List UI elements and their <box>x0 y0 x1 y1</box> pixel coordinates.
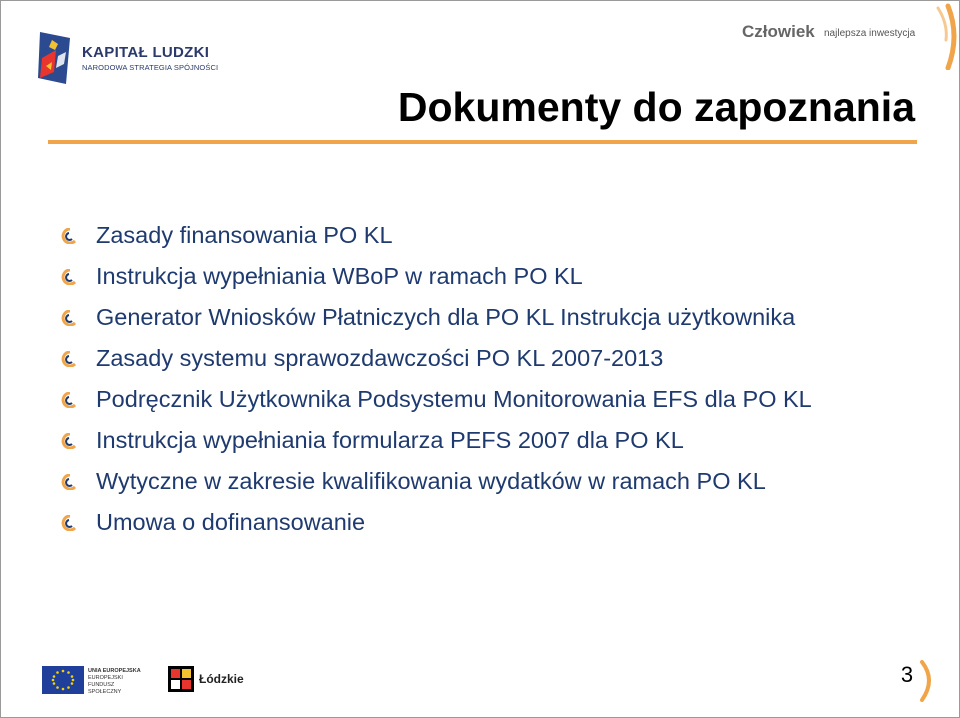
czlowiek-tagline: najlepsza inwestycja <box>824 28 916 39</box>
list-item <box>60 382 836 416</box>
czlowiek-logo <box>740 0 960 70</box>
list-item-text: Generator Wniosków Płatniczych dla PO KL Instrukcja użytkownika <box>96 304 796 330</box>
crescent-bullet-icon <box>60 228 76 244</box>
crescent-bullet-icon <box>60 351 76 367</box>
list-item <box>60 505 920 539</box>
eu-line-3: FUNDUSZ SPOŁECZNY <box>88 682 122 695</box>
czlowiek-word: Człowiek <box>742 22 815 41</box>
list-item <box>60 218 920 252</box>
lodzkie-mark-icon <box>168 666 194 692</box>
eu-logo <box>42 664 147 696</box>
eu-flag-icon <box>42 666 84 694</box>
crescent-bullet-icon <box>60 269 76 285</box>
page-number: 3 <box>900 662 914 687</box>
lodzkie-word: Łódzkie <box>199 672 244 686</box>
list-item-text: Zasady systemu sprawozdawczości PO KL 2007-2013 <box>96 345 664 371</box>
crescent-bullet-icon <box>60 515 76 531</box>
title-divider <box>48 140 917 144</box>
lodzkie-logo <box>168 666 248 694</box>
eu-line-1: UNIA EUROPEJSKA <box>88 668 141 674</box>
list-item <box>60 464 920 498</box>
list-item <box>60 300 920 334</box>
list-item <box>60 341 920 375</box>
crescent-bullet-icon <box>60 310 76 326</box>
document-list <box>60 218 920 546</box>
list-item-text: Instrukcja wypełniania WBoP w ramach PO KL <box>96 263 583 289</box>
list-item-text: Instrukcja wypełniania formularza PEFS 2007 dla PO KL <box>96 427 684 453</box>
list-item-text: Wytyczne w zakresie kwalifikowania wydatków w ramach PO KL <box>96 468 766 494</box>
list-item-text: Umowa o dofinansowanie <box>96 509 366 535</box>
list-item <box>60 423 920 457</box>
crescent-bullet-icon <box>60 433 76 449</box>
page-title: Dokumenty do zapoznania <box>397 84 915 130</box>
eu-line-2: EUROPEJSKI <box>88 675 123 681</box>
list-item-text: Zasady finansowania PO KL <box>96 222 393 248</box>
list-item-text: Podręcznik Użytkownika Podsystemu Monitorowania EFS dla PO KL <box>96 386 812 412</box>
kapital-ludzki-logo <box>36 28 226 88</box>
eu-logo-text <box>88 668 148 696</box>
page-number-badge <box>892 658 936 702</box>
orange-arc-icon <box>888 0 960 70</box>
crescent-bullet-icon <box>60 474 76 490</box>
kapital-ludzki-emblem-icon <box>36 28 78 88</box>
kapital-ludzki-title: KAPITAŁ LUDZKI <box>82 44 210 61</box>
crescent-bullet-icon <box>60 392 76 408</box>
list-item <box>60 259 920 293</box>
kapital-ludzki-subtitle: NARODOWA STRATEGIA SPÓJNOŚCI <box>82 63 219 72</box>
